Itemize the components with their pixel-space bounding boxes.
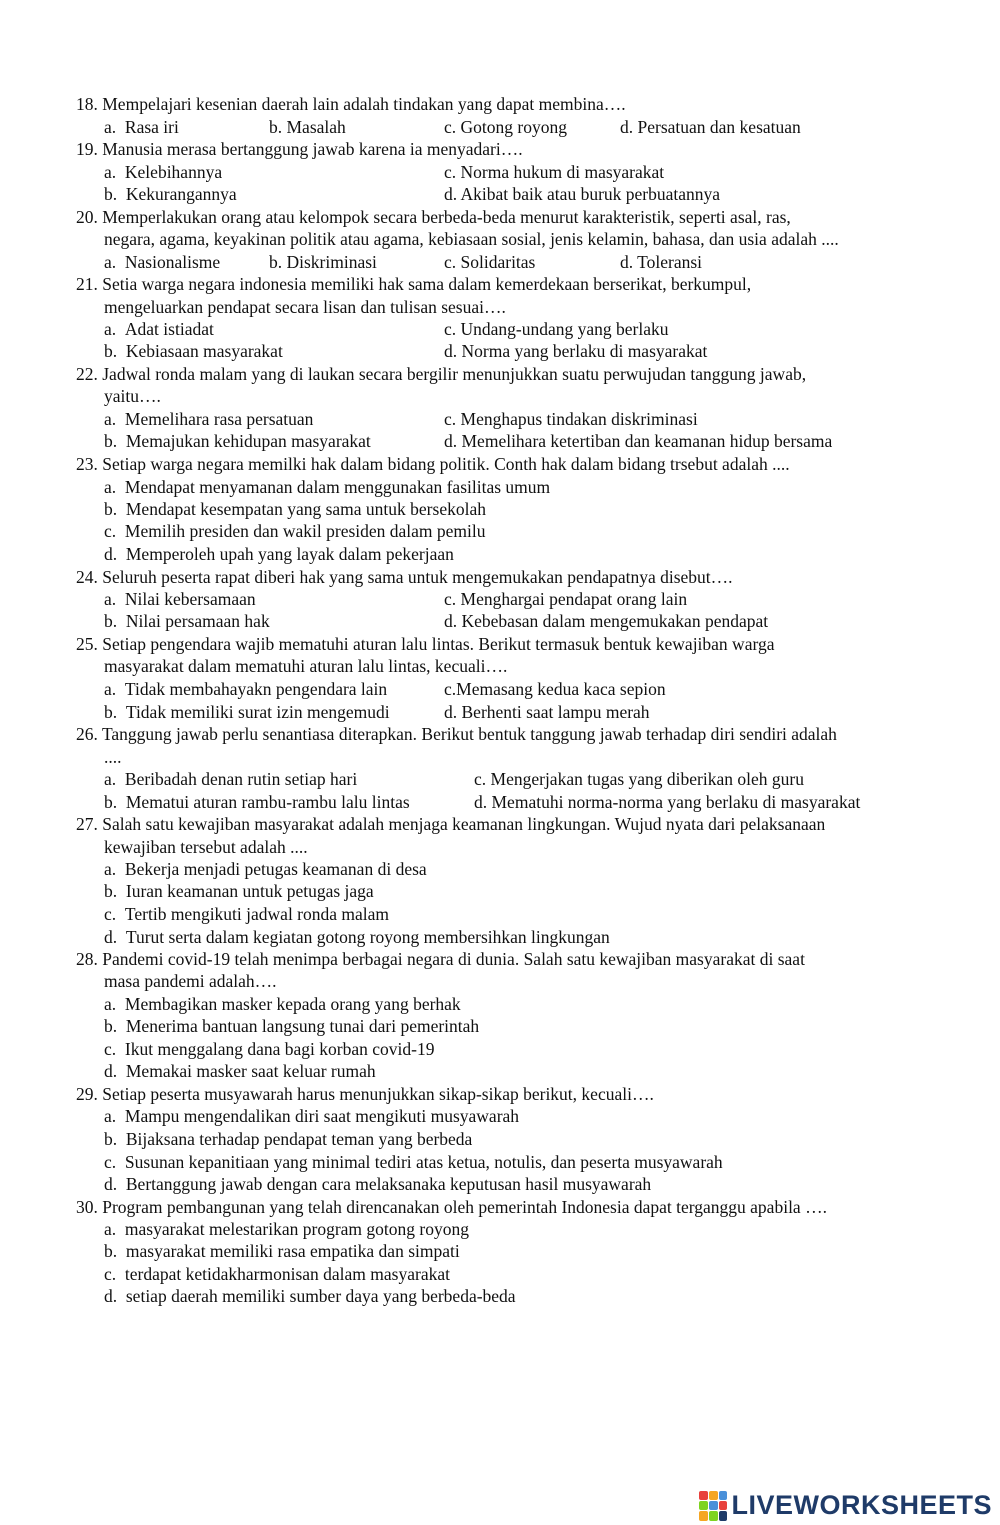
question-18-line-1: 18. Mempelajari kesenian daerah lain adalah tindakan yang dapat membina…. bbox=[76, 94, 626, 114]
q19-option-a: a. Kelebihannya bbox=[104, 162, 223, 182]
q28-option-b: b. Menerima bantuan langsung tunai dari pemerintah bbox=[104, 1016, 480, 1036]
q21-option-b: b. Kebiasaan masyarakat bbox=[104, 341, 283, 361]
q19-option-d: d. Akibat baik atau buruk perbuatannya bbox=[444, 184, 721, 204]
question-27-line-1: 27. Salah satu kewajiban masyarakat adalah menjaga keamanan lingkungan. Wujud nyata dari pelaksanaan bbox=[76, 814, 826, 834]
question-30-line-1: 30. Program pembangunan yang telah direncanakan oleh pemerintah Indonesia dapat terganggu apabila …. bbox=[76, 1197, 827, 1217]
q27-option-c: c. Tertib mengikuti jadwal ronda malam bbox=[104, 904, 390, 924]
q20-option-d: d. Toleransi bbox=[620, 252, 703, 272]
q28-option-a: a. Membagikan masker kepada orang yang berhak bbox=[104, 994, 461, 1014]
q18-option-d: d. Persatuan dan kesatuan bbox=[620, 117, 801, 137]
q18-option-b: b. Masalah bbox=[269, 117, 346, 137]
q30-option-b: b. masyarakat memiliki rasa empatika dan simpati bbox=[104, 1241, 460, 1261]
q21-option-a: a. Adat istiadat bbox=[104, 319, 214, 339]
q29-option-c: c. Susunan kepanitiaan yang minimal tediri atas ketua, notulis, dan peserta musyawarah bbox=[104, 1152, 723, 1172]
q30-option-d: d. setiap daerah memiliki sumber daya yang berbeda-beda bbox=[104, 1286, 516, 1306]
question-28-line-1: 28. Pandemi covid-19 telah menimpa berbagai negara di dunia. Salah satu kewajiban masyarakat di saat bbox=[76, 949, 805, 969]
question-21-line-1: 21. Setia warga negara indonesia memiliki hak sama dalam kemerdekaan berserikat, berkumpul, bbox=[76, 274, 752, 294]
question-25-line-1: 25. Setiap pengendara wajib mematuhi aturan lalu lintas. Berikut termasuk bentuk kewajiban warga bbox=[76, 634, 775, 654]
q20-option-a: a. Nasionalisme bbox=[104, 252, 221, 272]
question-20-line-1: 20. Memperlakukan orang atau kelompok secara berbeda-beda menurut karakteristik, seperti asal, ras, bbox=[76, 207, 791, 227]
question-28-line-2: masa pandemi adalah…. bbox=[104, 971, 277, 991]
q25-option-a: a. Tidak membahayakn pengendara lain bbox=[104, 679, 388, 699]
question-26-line-2: .... bbox=[104, 747, 122, 767]
question-22-line-2: yaitu…. bbox=[104, 386, 161, 406]
q27-option-b: b. Iuran keamanan untuk petugas jaga bbox=[104, 881, 374, 901]
question-22-line-1: 22. Jadwal ronda malam yang di laukan secara bergilir menunjukkan suatu perwujudan tanggung jawab, bbox=[76, 364, 807, 384]
q24-option-a: a. Nilai kebersamaan bbox=[104, 589, 256, 609]
q30-option-c: c. terdapat ketidakharmonisan dalam masyarakat bbox=[104, 1264, 450, 1284]
q22-option-a: a. Memelihara rasa persatuan bbox=[104, 409, 314, 429]
q28-option-d: d. Memakai masker saat keluar rumah bbox=[104, 1061, 376, 1081]
brand-name: LIVEWORKSHEETS bbox=[731, 1490, 992, 1520]
q29-option-d: d. Bertanggung jawab dengan cara melaksanaka keputusan hasil musyawarah bbox=[104, 1174, 652, 1194]
q30-option-a: a. masyarakat melestarikan program gotong royong bbox=[104, 1219, 469, 1239]
q20-option-c: c. Solidaritas bbox=[444, 252, 536, 272]
q23-option-c: c. Memilih presiden dan wakil presiden dalam pemilu bbox=[104, 521, 486, 541]
q18-option-a: a. Rasa iri bbox=[104, 117, 179, 137]
q22-option-c: c. Menghapus tindakan diskriminasi bbox=[444, 409, 698, 429]
liveworksheets-mark-icon bbox=[699, 1491, 727, 1521]
q25-option-d: d. Berhenti saat lampu merah bbox=[444, 702, 650, 722]
q23-option-d: d. Memperoleh upah yang layak dalam pekerjaan bbox=[104, 544, 454, 564]
question-25-line-2: masyarakat dalam mematuhi aturan lalu lintas, kecuali…. bbox=[104, 656, 508, 676]
question-19-line-1: 19. Manusia merasa bertanggung jawab karena ia menyadari…. bbox=[76, 139, 523, 159]
liveworksheets-logo bbox=[699, 1490, 992, 1521]
q26-option-a: a. Beribadah denan rutin setiap hari bbox=[104, 769, 358, 789]
q21-option-d: d. Norma yang berlaku di masyarakat bbox=[444, 341, 708, 361]
q26-option-d: d. Mematuhi norma-norma yang berlaku di masyarakat bbox=[474, 792, 861, 812]
q25-option-c: c.Memasang kedua kaca sepion bbox=[444, 679, 666, 699]
q29-option-b: b. Bijaksana terhadap pendapat teman yang berbeda bbox=[104, 1129, 473, 1149]
q23-option-a: a. Mendapat menyamanan dalam menggunakan fasilitas umum bbox=[104, 477, 551, 497]
question-29-line-1: 29. Setiap peserta musyawarah harus menunjukkan sikap-sikap berikut, kecuali…. bbox=[76, 1084, 654, 1104]
q24-option-d: d. Kebebasan dalam mengemukakan pendapat bbox=[444, 611, 769, 631]
question-24-line-1: 24. Seluruh peserta rapat diberi hak yang sama untuk mengemukakan pendapatnya disebut…. bbox=[76, 567, 733, 587]
q25-option-b: b. Tidak memiliki surat izin mengemudi bbox=[104, 702, 390, 722]
q24-option-c: c. Menghargai pendapat orang lain bbox=[444, 589, 688, 609]
question-26-line-1: 26. Tanggung jawab perlu senantiasa diterapkan. Berikut bentuk tanggung jawab terhadap diri sendiri adalah bbox=[76, 724, 837, 744]
q24-option-b: b. Nilai persamaan hak bbox=[104, 611, 270, 631]
question-27-line-2: kewajiban tersebut adalah .... bbox=[104, 837, 308, 857]
q27-option-a: a. Bekerja menjadi petugas keamanan di desa bbox=[104, 859, 427, 879]
q19-option-c: c. Norma hukum di masyarakat bbox=[444, 162, 665, 182]
q29-option-a: a. Mampu mengendalikan diri saat mengikuti musyawarah bbox=[104, 1106, 520, 1126]
q23-option-b: b. Mendapat kesempatan yang sama untuk bersekolah bbox=[104, 499, 486, 519]
question-23-line-1: 23. Setiap warga negara memilki hak dalam bidang politik. Conth hak dalam bidang trsebut adalah .... bbox=[76, 454, 790, 474]
q19-option-b: b. Kekurangannya bbox=[104, 184, 237, 204]
question-20-line-2: negara, agama, keyakinan politik atau agama, kebiasaan sosial, jenis kelamin, bahasa, dan usia adalah .... bbox=[104, 229, 839, 249]
q22-option-d: d. Memelihara ketertiban dan keamanan hidup bersama bbox=[444, 431, 833, 451]
q21-option-c: c. Undang-undang yang berlaku bbox=[444, 319, 669, 339]
q27-option-d: d. Turut serta dalam kegiatan gotong royong membersihkan lingkungan bbox=[104, 927, 610, 947]
q22-option-b: b. Memajukan kehidupan masyarakat bbox=[104, 431, 371, 451]
q26-option-b: b. Mematui aturan rambu-rambu lalu lintas bbox=[104, 792, 410, 812]
q18-option-c: c. Gotong royong bbox=[444, 117, 567, 137]
question-21-line-2: mengeluarkan pendapat secara lisan dan tulisan sesuai…. bbox=[104, 297, 506, 317]
q26-option-c: c. Mengerjakan tugas yang diberikan oleh guru bbox=[474, 769, 804, 789]
q20-option-b: b. Diskriminasi bbox=[269, 252, 377, 272]
q28-option-c: c. Ikut menggalang dana bagi korban covid-19 bbox=[104, 1039, 435, 1059]
